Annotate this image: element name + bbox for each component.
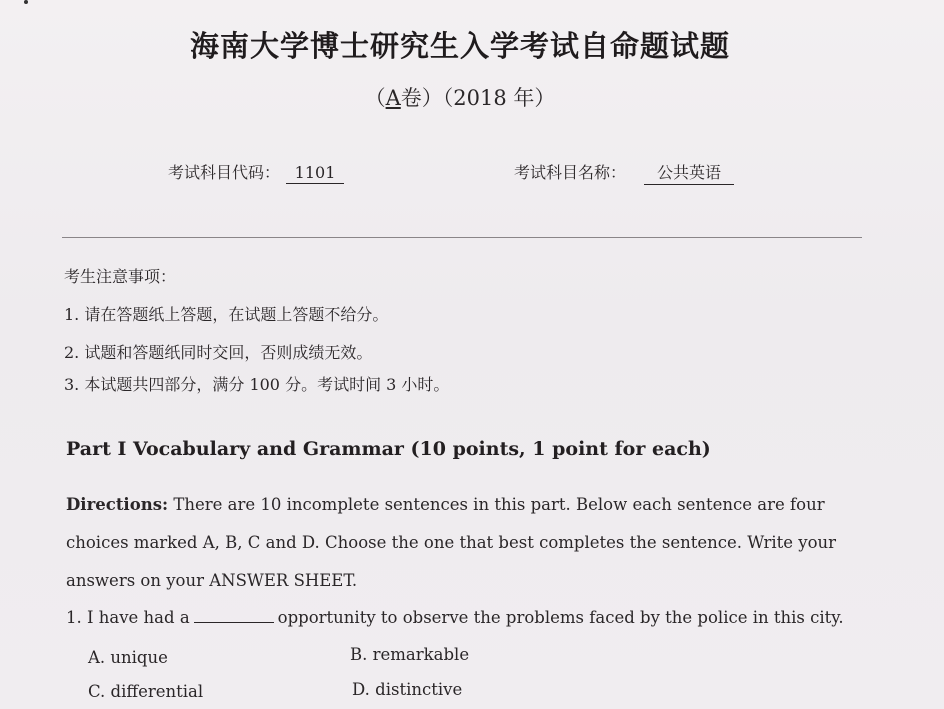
section-title: Part I Vocabulary and Grammar (10 points, 1 point for each) (66, 438, 711, 460)
answer-blank (194, 608, 274, 623)
option-d: D. distinctive (352, 680, 463, 699)
option-c: C. differential (88, 682, 204, 701)
subject-name-value: 公共英语 (644, 160, 734, 185)
page-subtitle (0, 82, 920, 112)
question-stem (66, 608, 844, 627)
question-stem-after: opportunity to observe the problems faced by the police in this city. (277, 608, 844, 627)
subject-code-value: 1101 (286, 163, 344, 184)
option-a: A. unique (88, 648, 168, 667)
subject-code-label: 考试科目代码： (168, 163, 281, 182)
scan-speck (24, 0, 28, 4)
option-b: B. remarkable (350, 645, 470, 664)
question-stem-before: 1. I have had a (66, 608, 190, 627)
notice-item: 3. 本试题共四部分，满分 100 分。考试时间 3 小时。 (64, 375, 450, 394)
subtitle-open: （ (364, 86, 386, 110)
subtitle-volume: A (385, 86, 401, 110)
subtitle-rest: 卷）（2018 年） (400, 86, 556, 110)
page-title: 海南大学博士研究生入学考试自命题试题 (189, 29, 730, 63)
notice-item: 2. 试题和答题纸同时交回，否则成绩无效。 (64, 343, 373, 362)
subject-name (514, 160, 734, 185)
subject-name-label: 考试科目名称： (514, 163, 627, 182)
divider (62, 237, 862, 238)
notice-item: 1. 请在答题纸上答题，在试题上答题不给分。 (64, 305, 389, 324)
notice-heading: 考生注意事项： (64, 267, 177, 286)
directions-text: There are 10 incomplete sentences in this part. Below each sentence are four choices marked A, B, C and D. Choose the one that best completes the sentence. Write your answers on your ANSWER SHEET. (66, 495, 837, 590)
subject-code (168, 160, 344, 184)
directions-paragraph (66, 486, 876, 600)
directions-label: Directions: (66, 495, 169, 514)
